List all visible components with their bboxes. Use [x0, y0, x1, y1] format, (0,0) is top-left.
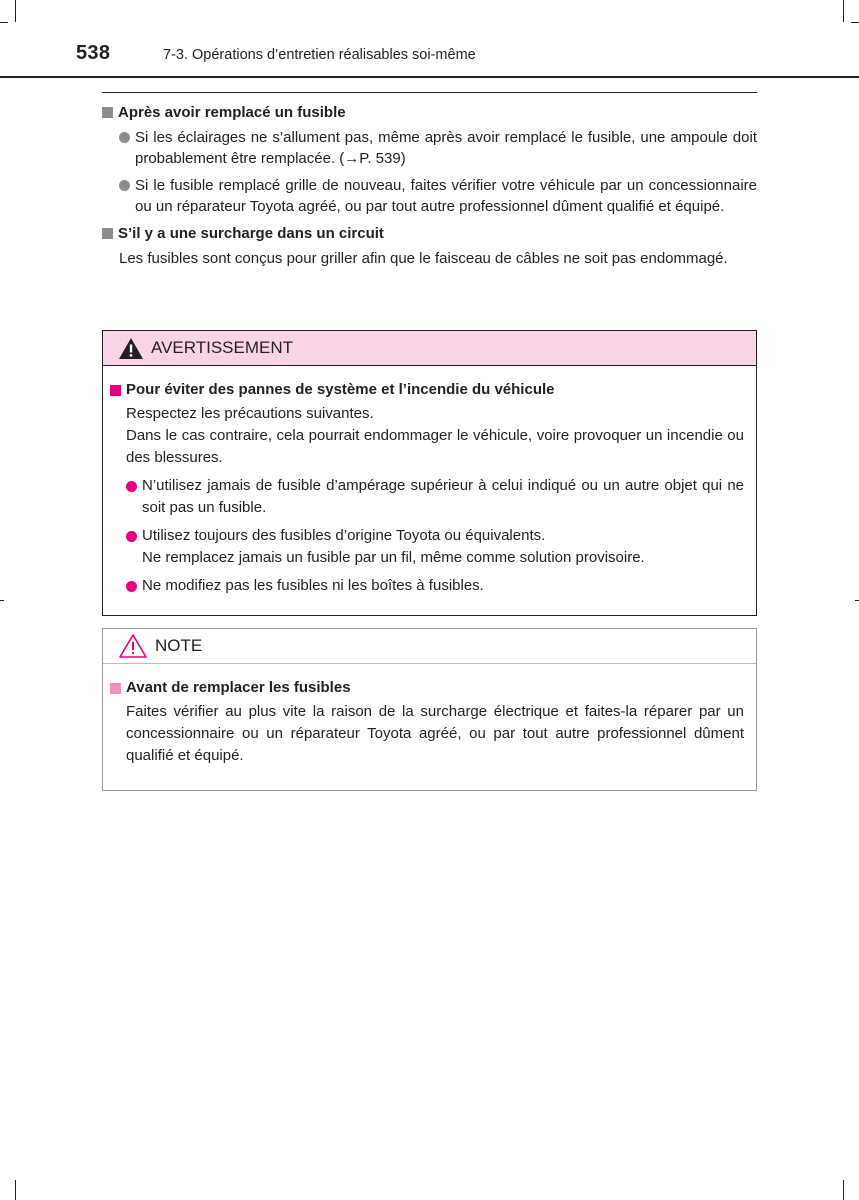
- crop-mark: [843, 0, 844, 22]
- note-body: [103, 664, 756, 767]
- list-item-text: Si le fusible remplacé grille de nouveau, faites vérifier votre véhicule par un concessionnaire ou un réparateur Toyota agréé, ou par tout autre professionnel dûment qualifié et équipé.: [135, 177, 757, 215]
- list-item-line: Ne remplacez jamais un fusible par un fil, même comme solution provisoire.: [142, 549, 645, 566]
- circle-bullet-icon: [126, 481, 137, 492]
- list-item-text: Si les éclairages ne s’allument pas, même après avoir remplacé le fusible, une ampoule doit probablement être remplacée. (→P. 539): [135, 129, 757, 167]
- caution-triangle-icon: [118, 633, 148, 659]
- crop-mark: [15, 1180, 16, 1200]
- square-bullet-icon: [102, 228, 113, 239]
- list-item: [119, 127, 757, 169]
- warning-heading-text: Pour éviter des pannes de système et l’incendie du véhicule: [126, 381, 555, 398]
- section-heading-text: Après avoir remplacé un fusible: [118, 104, 346, 121]
- warning-title: AVERTISSEMENT: [151, 338, 294, 357]
- note-header: [103, 629, 756, 664]
- paragraph: Les fusibles sont conçus pour griller afin que le faisceau de câbles ne soit pas endommagé.: [119, 250, 728, 267]
- circle-bullet-icon: [126, 531, 137, 542]
- list-item: [126, 575, 744, 597]
- warning-header: [103, 331, 756, 366]
- section-title: 7-3. Opérations d’entretien réalisables soi-même: [163, 47, 476, 63]
- crop-mark: [851, 22, 859, 23]
- warning-intro: Respectez les précautions suivantes.: [126, 405, 374, 422]
- warning-box: [102, 330, 757, 616]
- list-item-text: Ne modifiez pas les fusibles ni les boîtes à fusibles.: [142, 577, 484, 594]
- list-item-line: Utilisez toujours des fusibles d’origine Toyota ou équivalents.: [142, 527, 546, 544]
- crop-mark: [855, 600, 859, 601]
- note-box: [102, 628, 757, 791]
- warning-intro: Dans le cas contraire, cela pourrait endommager le véhicule, voire provoquer un incendie ou des blessures.: [126, 427, 744, 466]
- note-text: Faites vérifier au plus vite la raison de la surcharge électrique et faites-la réparer par un concessionnaire ou un réparateur Toyota agréé, ou par tout autre professionnel dûment qualifié et équipé.: [126, 703, 744, 764]
- section-heading-text: S’il y a une surcharge dans un circuit: [118, 225, 384, 242]
- circle-bullet-icon: [119, 180, 130, 191]
- warning-body: [103, 366, 756, 597]
- section-heading: [102, 223, 757, 244]
- square-bullet-icon: [110, 385, 121, 396]
- crop-mark: [0, 600, 4, 601]
- page-header: [0, 30, 859, 78]
- list-item: [126, 475, 744, 519]
- note-heading: [110, 677, 744, 699]
- divider: [102, 92, 757, 93]
- square-bullet-icon: [102, 107, 113, 118]
- crop-mark: [0, 22, 8, 23]
- list-item: [119, 175, 757, 217]
- section-heading: [102, 102, 757, 123]
- bullet-list: [102, 127, 757, 217]
- crop-mark: [843, 1180, 844, 1200]
- list-item-text: [142, 525, 744, 569]
- circle-bullet-icon: [119, 132, 130, 143]
- list-item-text: N’utilisez jamais de fusible d’ampérage supérieur à celui indiqué ou un autre objet qui ne soit pas un fusible.: [142, 477, 744, 516]
- page-number: 538: [76, 42, 111, 64]
- note-title: NOTE: [155, 636, 203, 655]
- circle-bullet-icon: [126, 581, 137, 592]
- main-content: [102, 102, 757, 269]
- list-item: [126, 525, 744, 569]
- warning-triangle-icon: [118, 337, 144, 360]
- crop-mark: [15, 0, 16, 22]
- warning-heading: [110, 379, 744, 401]
- square-bullet-icon: [110, 683, 121, 694]
- note-heading-text: Avant de remplacer les fusibles: [126, 679, 351, 696]
